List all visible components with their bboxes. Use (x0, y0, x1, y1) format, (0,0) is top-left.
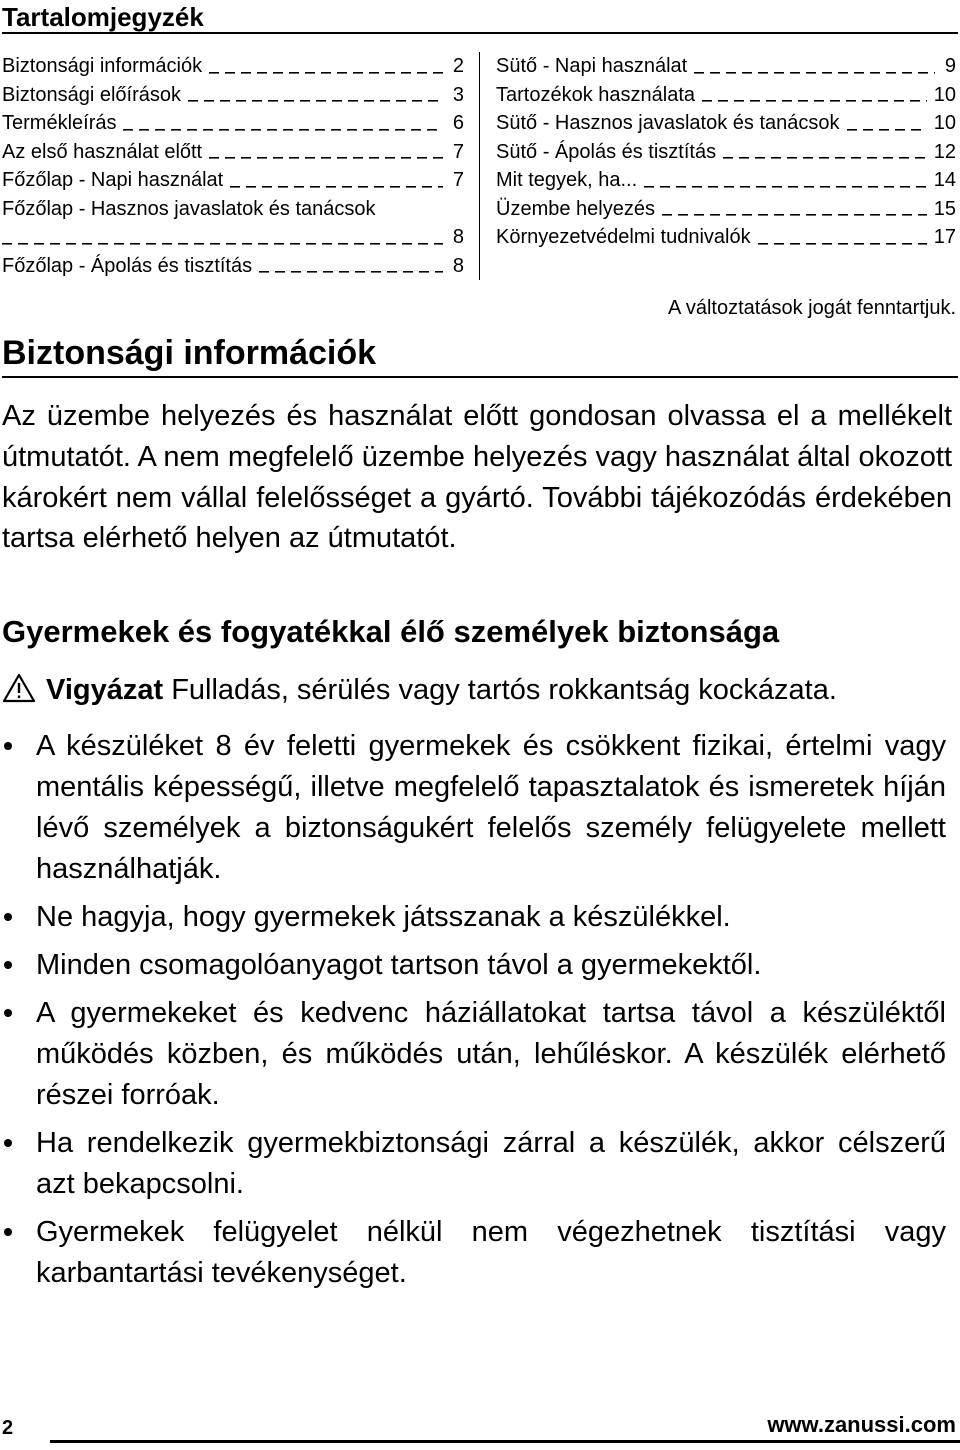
footer-rule (50, 1440, 960, 1443)
bullet-icon (4, 742, 12, 750)
toc-leader (230, 182, 443, 188)
toc-leader (702, 96, 927, 102)
toc-entry-page: 14 (933, 169, 956, 191)
toc-entry-label: Környezetvédelmi tudnivalók (496, 226, 751, 248)
toc-entry-label: Sütő - Hasznos javaslatok és tanácsok (496, 112, 840, 134)
toc-leader (662, 210, 927, 216)
toc-entry-page: 7 (452, 169, 464, 191)
toc-entry-page: 12 (933, 140, 956, 163)
bullet-icon (4, 1139, 12, 1147)
toc-entry-page: 10 (933, 83, 956, 106)
toc-entry-page: 10 (933, 112, 956, 134)
toc-title: Tartalomjegyzék (2, 2, 958, 34)
page-number: 2 (2, 1417, 14, 1439)
toc-leader (847, 125, 927, 131)
toc-left-column (2, 52, 464, 280)
toc-entry[interactable] (2, 81, 464, 110)
list-item (0, 897, 946, 938)
intro-paragraph: Az üzembe helyezés és használat előtt gondosan olvassa el a mellékelt útmutatót. A nem megfelelő üzembe helyezés vagy használat által okozott károkért nem vállal felelősséget a gyártó. További tájékozódás érdekében tartsa elérhető helyen az útmutatót. (2, 400, 952, 555)
bullet-icon (4, 961, 12, 969)
toc-entry-label: Üzembe helyezés (496, 197, 655, 220)
toc-entry-page: 3 (452, 83, 464, 106)
toc-entry[interactable] (496, 223, 956, 252)
toc-entry-label: Termékleírás (2, 112, 117, 134)
list-item (0, 993, 946, 1116)
toc-column-divider (479, 52, 480, 280)
list-item-text: A készüléket 8 év feletti gyermekek és csökkent fizikai, értelmi vagy mentális képességű, illetve megfelelő tapasztalatok és ismeretek híján lévő személyek a biztonságukért felelős személy felügyelete mellett használhatják. (36, 730, 946, 885)
bullet-icon (4, 913, 12, 921)
toc-entry-label: Főzőlap - Ápolás és tisztítás (2, 254, 253, 277)
toc-entry[interactable] (2, 109, 464, 138)
toc-entry-page: 8 (452, 254, 464, 277)
toc-leader (209, 68, 443, 74)
toc-entry-page: 15 (933, 197, 956, 220)
toc-leader (694, 68, 935, 74)
toc-entry-label: Sütő - Ápolás és tisztítás (496, 140, 717, 163)
toc-entry[interactable] (496, 195, 956, 224)
list-item (0, 1123, 946, 1205)
toc-entry[interactable] (496, 52, 956, 81)
toc-leader (123, 125, 443, 131)
toc-entry[interactable] (2, 252, 464, 281)
toc-entry-label: Főzőlap - Napi használat (2, 169, 224, 191)
toc-entry-label: Biztonsági információk (2, 55, 203, 77)
list-item (0, 945, 946, 986)
list-item-text: A gyermekeket és kedvenc háziállatokat tartsa távol a készüléktől működés közben, és működés után, lehűléskor. A készülék elérhető részei forróak. (36, 997, 946, 1111)
warning-triangle-icon (2, 673, 36, 703)
toc-entry-page: 7 (452, 140, 464, 163)
toc-entry[interactable] (496, 166, 956, 195)
subsection-title: Gyermekek és fogyatékkal élő személyek biztonsága (2, 614, 780, 649)
toc-leader (758, 239, 927, 245)
list-item-text: Ne hagyja, hogy gyermekek játsszanak a készülékkel. (36, 901, 731, 933)
section-title: Biztonsági információk (2, 330, 958, 378)
warning-text: Fulladás, sérülés vagy tartós rokkantság kockázata. (171, 674, 837, 706)
toc-entry-page: 6 (452, 112, 464, 134)
website-link[interactable]: www.zanussi.com (767, 1412, 956, 1437)
list-item (0, 1212, 946, 1294)
toc-entry[interactable] (496, 138, 956, 167)
rights-note: A változtatások jogát fenntartjuk. (668, 297, 956, 319)
toc-entry[interactable] (2, 166, 464, 195)
toc-entry[interactable] (496, 109, 956, 138)
list-item-text: Minden csomagolóanyagot tartson távol a gyermekektől. (36, 949, 762, 981)
bullet-icon (4, 1009, 12, 1017)
list-item (0, 726, 946, 890)
toc-entry[interactable] (496, 81, 956, 110)
toc-leader (259, 267, 443, 273)
toc-entry-page: 2 (452, 55, 464, 77)
toc-entry-label: Az első használat előtt (2, 140, 203, 163)
toc-entry-label: Mit tegyek, ha... (496, 169, 638, 191)
toc-entry-label: Főzőlap - Hasznos javaslatok és tanácsok (2, 197, 376, 220)
bullet-icon (4, 1228, 12, 1236)
toc-leader (2, 239, 443, 245)
toc-entry-page: 8 (452, 226, 464, 248)
toc-entry-label: Biztonsági előírások (2, 83, 181, 106)
list-item-text: Gyermekek felügyelet nélkül nem végezhetnek tisztítási vagy karbantartási tevékenységet. (36, 1216, 946, 1289)
toc-entry-page: 17 (933, 226, 956, 248)
safety-bullet-list (0, 726, 946, 1301)
toc-right-column (496, 52, 956, 252)
toc-entry-wrapped[interactable] (2, 195, 464, 252)
toc-entry-label: Sütő - Napi használat (496, 55, 688, 77)
toc-entry[interactable] (2, 52, 464, 81)
toc-leader (188, 96, 443, 102)
toc-entry-page: 9 (944, 55, 956, 77)
toc-entry[interactable] (2, 138, 464, 167)
toc-leader (209, 153, 443, 159)
toc-leader (644, 182, 927, 188)
list-item-text: Ha rendelkezik gyermekbiztonsági zárral a készülék, akkor célszerű azt bekapcsolni. (36, 1127, 946, 1200)
toc-entry-label: Tartozékok használata (496, 83, 696, 106)
warning-notice (2, 668, 958, 712)
toc-leader (723, 153, 927, 159)
warning-label: Vigyázat (46, 674, 164, 706)
